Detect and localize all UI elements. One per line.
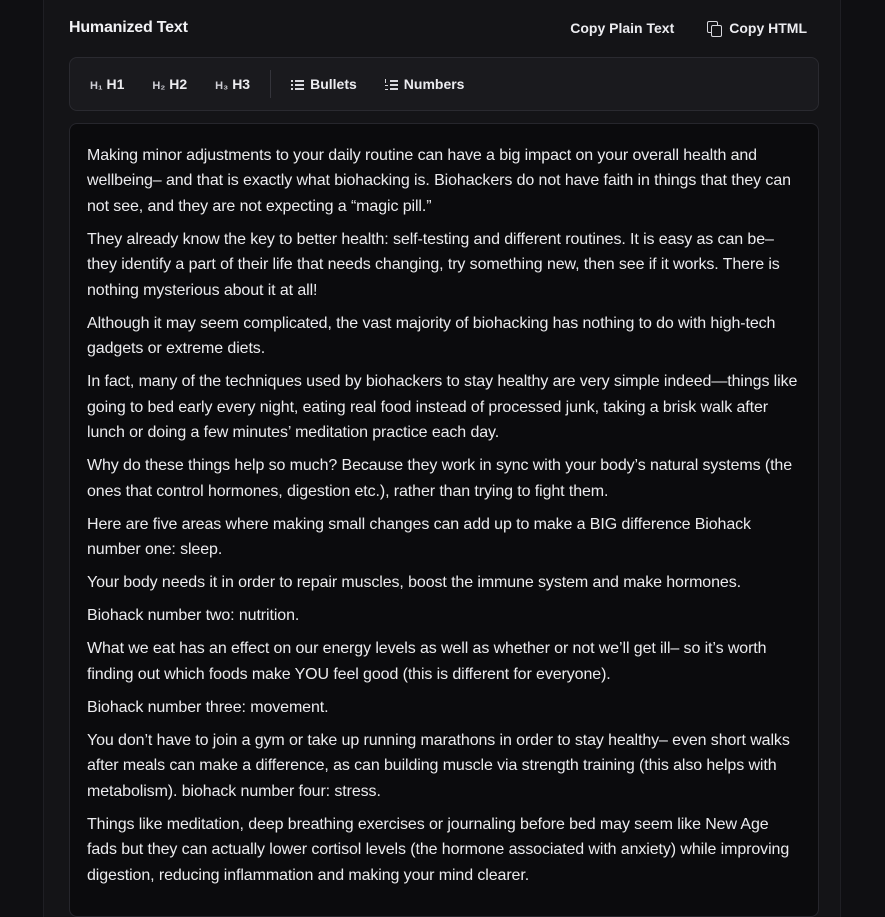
heading-2-label: H2 [169,76,188,92]
bullet-list-icon [291,79,304,90]
copy-plain-text-label: Copy Plain Text [570,20,675,36]
copy-html-label: Copy HTML [729,20,807,36]
text-editor[interactable] [69,123,819,917]
heading-1-label: H1 [106,76,125,92]
heading-3-icon: H₃ [215,80,229,92]
heading-3-label: H3 [232,76,251,92]
panel-header [69,0,819,56]
paragraph: Biohack number two: nutrition. [87,607,300,625]
heading-2-button[interactable] [152,76,187,92]
heading-2-icon: H₂ [152,80,166,92]
copy-html-button[interactable] [706,20,807,36]
format-toolbar [69,57,819,111]
numbered-list-icon [385,79,398,90]
paragraph: Although it may seem complicated, the vast majority of biohacking has nothing to do with high-tech gadgets or extreme diets. [87,314,776,358]
paragraph: What we eat has an effect on our energy levels as well as whether or not we’ll get ill– so it’s worth finding out which foods make YOU feel good (this is different for everyone). [87,640,767,683]
humanized-panel [43,0,841,917]
paragraph: Why do these things help so much? Because they work in sync with your body’s natural systems (the ones that control hormones, digestion etc.), rather than trying to fight them. [87,457,793,500]
toolbar-divider [270,70,271,98]
bullets-label: Bullets [310,76,357,92]
numbers-button[interactable] [385,76,465,92]
paragraph: Making minor adjustments to your daily routine can have a big impact on your overall health and wellbeing– and that is exactly what biohacking is. Biohackers do not have faith in things that they can not see, and they are not expecting a “magic pill.” [87,147,791,215]
header-actions [570,20,819,36]
heading-3-button[interactable] [215,76,250,92]
numbers-label: Numbers [403,76,465,92]
paragraph: Here are five areas where making small changes can add up to make a BIG difference Biohack number one: sleep. [87,515,751,559]
paragraph: In fact, many of the techniques used by biohackers to stay healthy are very simple indeed—things like going to bed early every night, eating real food instead of processed junk, taking a brisk walk after lunch or doing a few minutes’ meditation practice each day. [87,373,798,442]
copy-icon [706,20,722,36]
paragraph: Things like meditation, deep breathing exercises or journaling before bed may seem like New Age fads but they can actually lower cortisol levels (the hormone associated with anxiety) while improving digestion, reducing inflammation and making your mind clearer. [87,815,790,884]
panel-title: Humanized Text [69,19,188,36]
heading-1-button[interactable] [90,76,124,92]
bullets-button[interactable] [291,76,357,92]
paragraph: They already know the key to better health: self-testing and different routines. It is easy as can be– they identify a part of their life that needs changing, try something new, then see if it works. There is nothing mysterious about it at all! [87,230,780,299]
paragraph: Your body needs it in order to repair muscles, boost the immune system and make hormones. [87,574,741,592]
heading-1-icon: H₁ [90,80,103,92]
copy-plain-text-button[interactable] [570,20,674,36]
paragraph: Biohack number three: movement. [87,698,329,716]
paragraph: You don’t have to join a gym or take up running marathons in order to stay healthy– even short walks after meals can make a difference, as can building muscle via strength training (this also helps with metabolism). biohack number four: stress. [87,732,790,800]
